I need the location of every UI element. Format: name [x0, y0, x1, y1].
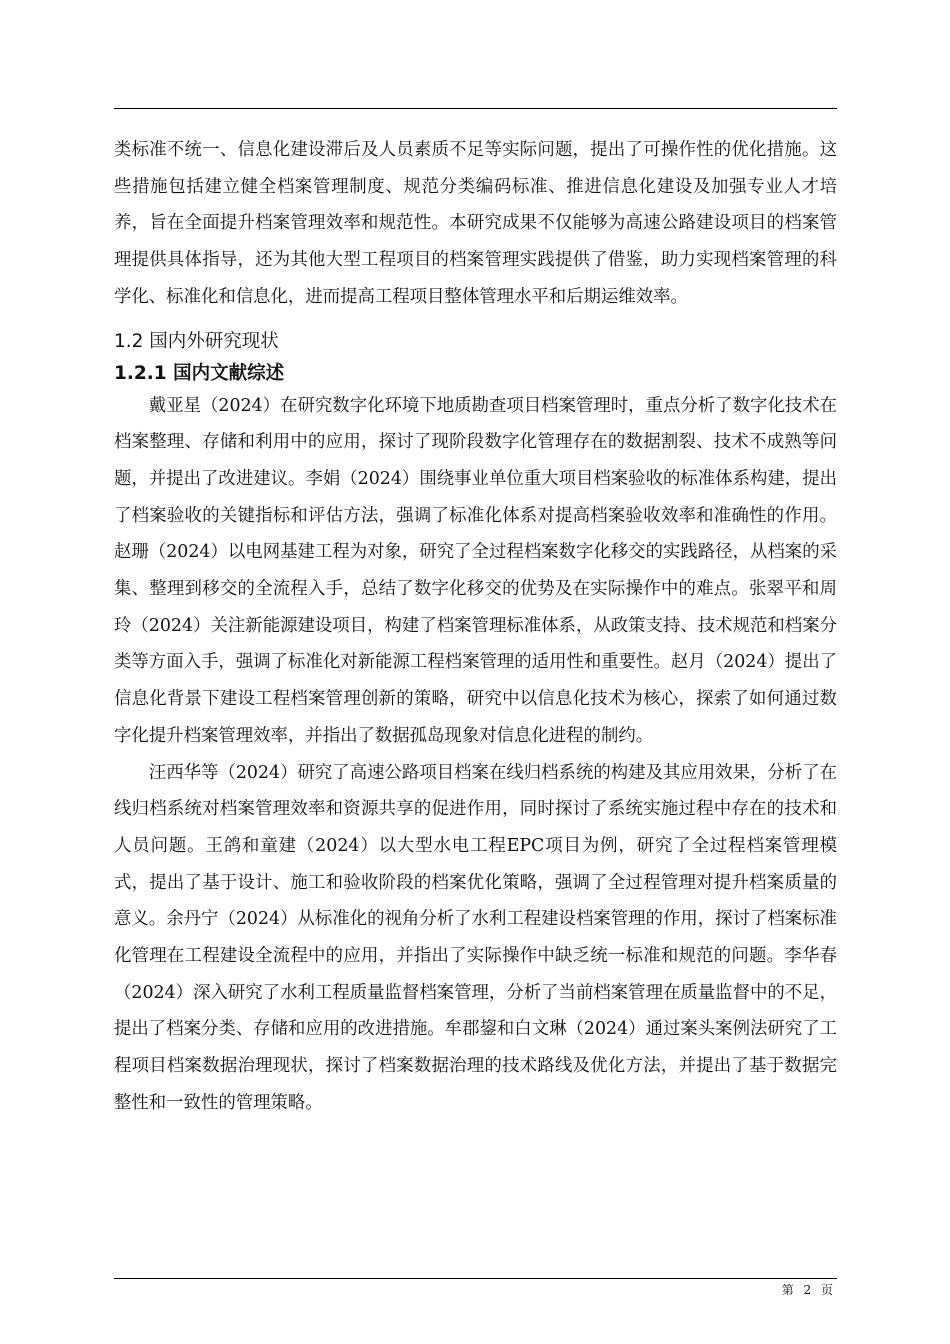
literature-paragraph-1: 戴亚星（2024）在研究数字化环境下地质勘查项目档案管理时，重点分析了数字化技术在档案整理、存储和利用中的应用，探讨了现阶段数字化管理存在的数据割裂、技术不成熟等问题，并提出了改进建议。李娟（2024）围绕事业单位重大项目档案验收的标准体系构建，提出了档案验收的关键指标和评估方法，强调了标准化体系对提高档案验收效率和准确性的作用。赵珊（2024）以电网基建工程为对象，研究了全过程档案数字化移交的实践路径，从档案的采集、整理到移交的全流程入手，总结了数字化移交的优势及在实际操作中的难点。张翠平和周玲（2024）关注新能源建设项目，构建了档案管理标准体系，从政策支持、技术规范和档案分类等方面入手，强调了标准化对新能源工程档案管理的适用性和重要性。赵月（2024）提出了信息化背景下建设工程档案管理创新的策略，研究中以信息化技术为核心，探索了如何通过数字化提升档案管理效率，并指出了数据孤岛现象对信息化进程的制约。: [114, 395, 837, 746]
subsection-heading: 1.2.1 国内文献综述: [114, 362, 285, 384]
page-number: 第 2 页: [781, 1283, 836, 1297]
literature-paragraph-2: 汪西华等（2024）研究了高速公路项目档案在线归档系统的构建及其应用效果，分析了在线归档系统对档案管理效率和资源共享的促进作用，同时探讨了系统实施过程中存在的技术和人员问题。王鸽和童建（2024）以大型水电工程EPC项目为例，研究了全过程档案管理模式，提出了基于设计、施工和验收阶段的档案优化策略，强调了全过程管理对提升档案质量的意义。余丹宁（2024）从标准化的视角分析了水利工程建设档案管理的作用，探讨了档案标准化管理在工程建设全流程中的应用，并指出了实际操作中缺乏统一标准和规范的问题。李华春（2024）深入研究了水利工程质量监督档案管理，分析了当前档案管理在质量监督中的不足，提出了档案分类、存储和应用的改进措施。牟郡鋆和白文琳（2024）通过案头案例法研究了工程项目档案数据治理现状，探讨了档案数据治理的技术路线及优化方法，并提出了基于数据完整性和一致性的管理策略。: [114, 762, 837, 1113]
section-heading: 1.2 国内外研究现状: [114, 330, 279, 352]
header-rule: [114, 108, 837, 109]
page-body: [114, 132, 837, 1122]
continuation-paragraph: 类标准不统一、信息化建设滞后及人员素质不足等实际问题，提出了可操作性的优化措施。这些措施包括建立健全档案管理制度、规范分类编码标准、推进信息化建设及加强专业人才培养，旨在全面提升档案管理效率和规范性。本研究成果不仅能够为高速公路建设项目的档案管理提供具体指导，还为其他大型工程项目的档案管理实践提供了借鉴，助力实现档案管理的科学化、标准化和信息化，进而提高工程项目整体管理水平和后期运维效率。: [114, 140, 837, 307]
footer-rule: [114, 1278, 837, 1279]
